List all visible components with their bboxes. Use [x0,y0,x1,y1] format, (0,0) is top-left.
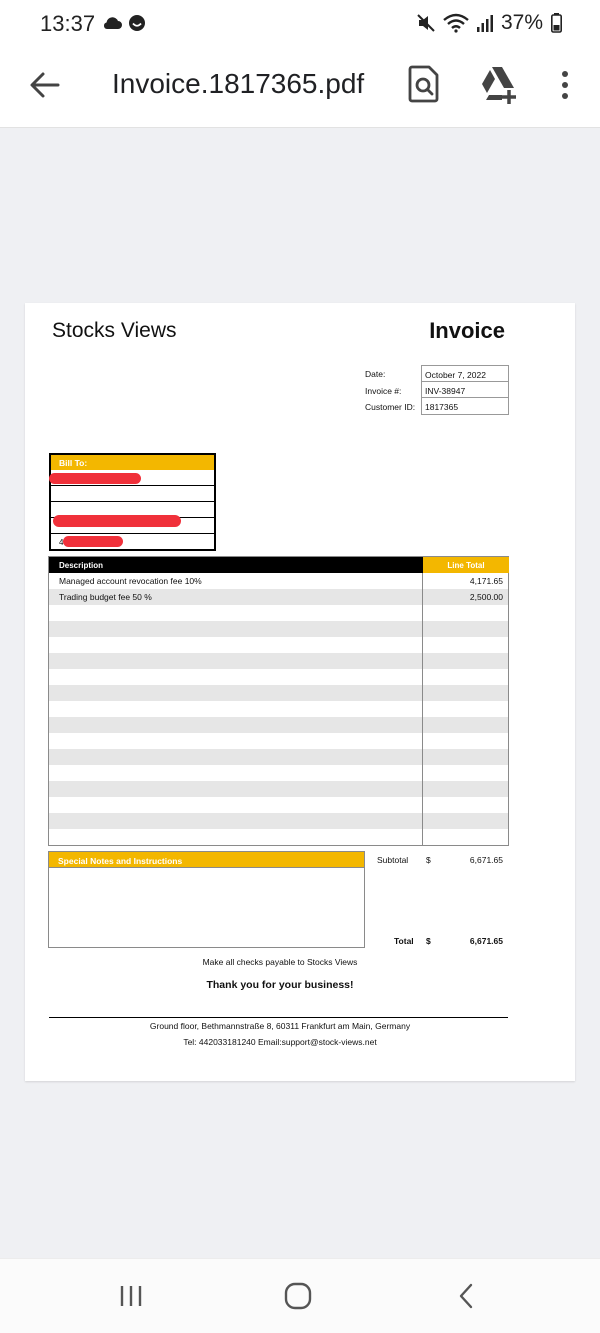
column-header-line-total: Line Total [423,557,509,573]
wifi-icon [443,13,469,33]
total-label: Total [394,936,414,946]
footer-divider [49,1017,508,1018]
table-row [49,829,508,845]
meta-label: Customer ID: [365,402,416,412]
table-body [49,573,508,845]
bill-to-line [51,518,214,534]
bill-to-header: Bill To: [51,455,214,470]
table-row [49,621,508,637]
meta-value: October 7, 2022 [421,365,509,382]
table-row [49,637,508,653]
system-nav-bar [0,1258,600,1333]
total-value: 6,671.65 [469,936,503,946]
signal-icon [477,13,493,33]
search-document-icon[interactable] [406,64,442,104]
meta-label: Invoice #: [365,385,402,396]
special-notes-box [48,851,365,948]
row-line-total: 4,171.65 [469,576,503,586]
table-row [49,701,508,717]
row-description: Trading budget fee 50 % [59,592,152,602]
bill-to-initial: 4 [59,538,64,547]
table-row [49,653,508,669]
bill-to-line [51,486,214,502]
table-row [49,813,508,829]
row-line-total: 2,500.00 [469,592,503,602]
recent-apps-icon[interactable] [118,1283,144,1309]
table-row [49,765,508,781]
back-icon[interactable] [456,1282,476,1310]
subtotal-value: 6,671.65 [469,855,503,865]
more-vert-icon[interactable] [555,68,575,102]
mute-icon [417,13,435,33]
table-row [49,669,508,685]
company-name: Stocks Views [52,319,177,342]
battery-percent: 37% [500,11,543,34]
face-status-icon [128,14,146,32]
subtotal-currency: $ [426,855,431,865]
table-row [49,573,508,589]
status-time: 13:37 [40,11,96,36]
row-description: Managed account revocation fee 10% [59,576,202,586]
table-row [49,781,508,797]
thank-you-note: Thank you for your business! [206,979,354,991]
total-currency: $ [426,936,431,946]
redaction-mark [53,515,181,527]
table-row [49,797,508,813]
redaction-mark [63,536,123,547]
meta-value: 1817365 [421,398,509,415]
table-row [49,717,508,733]
table-row [49,733,508,749]
invoice-heading: Invoice [429,318,505,343]
pdf-page [25,303,575,1081]
checks-payable-note: Make all checks payable to Stocks Views [202,957,358,967]
footer-address: Ground floor, Bethmannstraße 8, 60311 Frankfurt am Main, Germany [149,1021,411,1031]
table-row [49,605,508,621]
table-header [49,557,508,573]
bill-to-line [51,470,214,486]
meta-value: INV-38947 [421,382,509,399]
table-row [49,589,508,605]
subtotal-label: Subtotal [377,855,409,865]
column-header-description: Description [49,557,423,573]
bill-to-line [51,534,214,550]
app-toolbar [0,48,600,128]
redaction-mark [49,473,141,484]
footer-contact: Tel: 442033181240 Email:support@stock-views.net [183,1037,377,1047]
special-notes-header: Special Notes and Instructions [49,852,364,868]
battery-icon [551,13,562,33]
column-divider [422,573,423,845]
document-title: Invoice.1817365.pdf [112,68,365,99]
cloud-icon [102,16,122,30]
status-bar [0,0,600,48]
table-row [49,685,508,701]
table-row [49,749,508,765]
line-items-table [48,556,509,846]
bill-to-box [49,453,216,551]
drive-add-icon[interactable] [478,64,520,104]
home-icon[interactable] [284,1282,312,1310]
meta-label: Date: [365,369,386,379]
back-arrow-icon[interactable] [28,68,62,102]
